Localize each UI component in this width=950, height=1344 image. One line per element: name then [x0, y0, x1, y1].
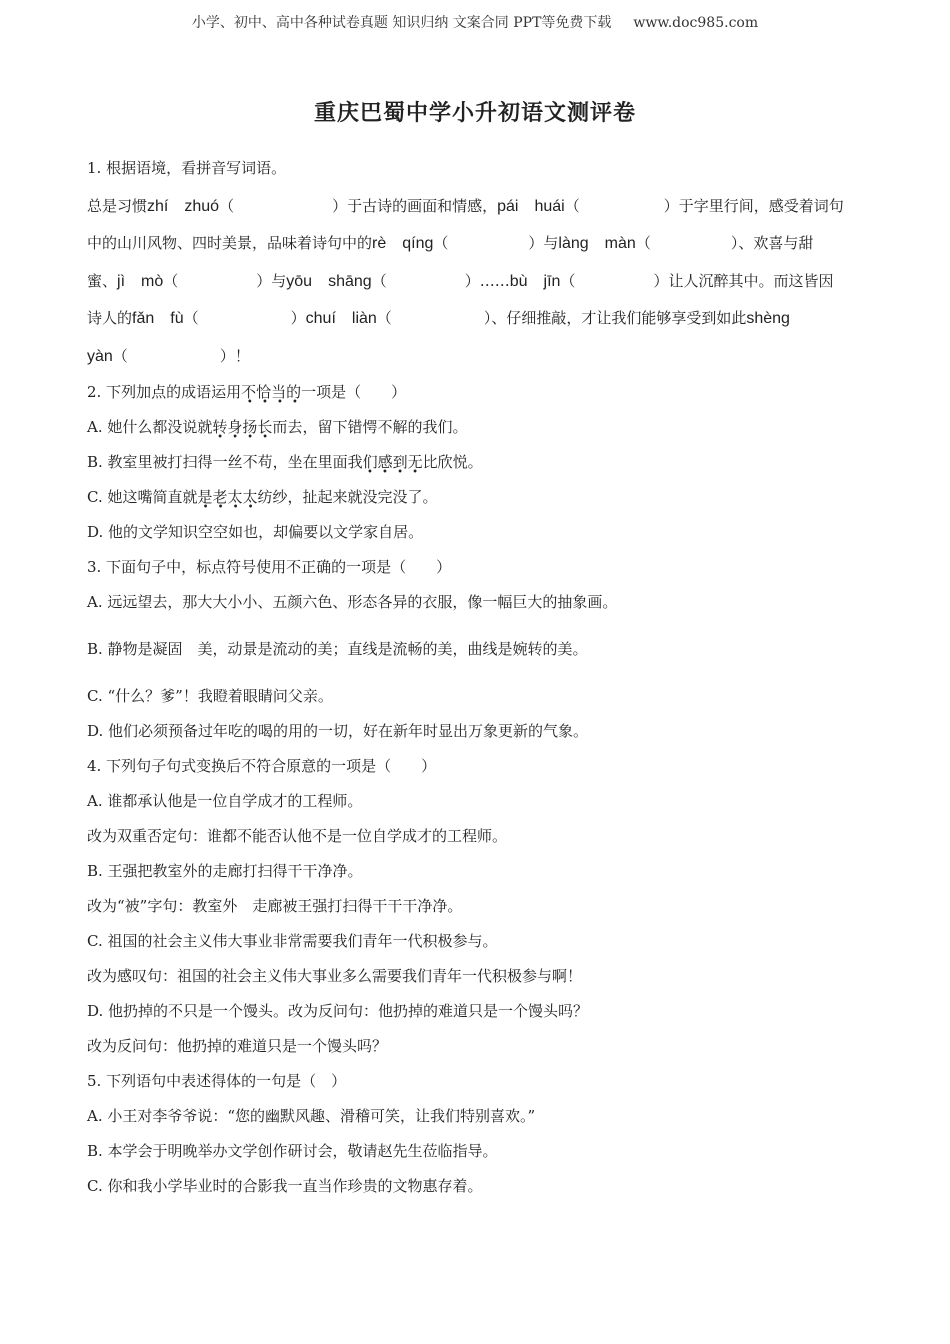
- pinyin: fǎn fù: [132, 310, 184, 327]
- option-d: D. 他扔掉的不只是一个馒头。改为反问句：他扔掉的难道只是一个馒头吗？: [87, 1002, 589, 1020]
- option-d: D. 他们必须预备过年吃的喝的用的一切，好在新年时显出万象更新的气象。: [87, 722, 589, 740]
- option-a: A. 她什么都没说就转身扬长而去，留下错愕不解的我们。: [87, 410, 867, 445]
- dotted-char: 苟: [257, 453, 273, 471]
- question-1: [87, 150, 867, 375]
- question-1-line-4: 诗人的fǎn fù（ ）chuí liàn（ ）、仔细推敲，才让我们能够享受到如此shèng: [87, 309, 790, 327]
- question-1-line-5: yàn（ ）！: [87, 346, 250, 365]
- pinyin: làng màn: [558, 235, 636, 252]
- dotted-char: 空: [198, 523, 214, 541]
- question-5-stem: 5. 下列语句中表述得体的一句是（ ）: [87, 1072, 347, 1090]
- dotted-char: 去: [287, 418, 303, 436]
- header-website: www.doc985.com: [633, 15, 759, 31]
- option-b: B. 静物是凝固 美，动景是流动的美；直线是流畅的美，曲线是婉转的美。: [87, 640, 588, 658]
- dotted-char: 如: [228, 523, 244, 541]
- option-b: B. 本学会于明晚举办文学创作研讨会，敬请赵先生莅临指导。: [87, 1142, 498, 1160]
- option-a: A. 远远望去，那大大小小、五颜六色、形态各异的衣服，像一幅巨大的抽象画。: [87, 593, 618, 611]
- dotted-char: 没: [392, 488, 408, 506]
- pinyin: zhí zhuó: [147, 197, 220, 215]
- option-a: A. 小王对李爷爷说：“您的幽默风趣、滑稽可笑，让我们特别喜欢。”: [87, 1107, 536, 1125]
- option-a-rewrite: 改为双重否定句：谁都不能否认他不是一位自学成才的工程师。: [87, 827, 508, 845]
- dotted-char: 了: [407, 488, 423, 506]
- header-slogan: 小学、初中、高中各种试卷真题 知识归纳 文案合同 PPT等免费下载: [191, 15, 612, 31]
- question-1-line-3: 蜜、jì mò（ ）与yōu shāng（ ）……bù jīn（ ）让人沉醉其中。而这皆因: [87, 271, 834, 290]
- option-b-rewrite: 改为“被”字句：教室外 走廊被王强打扫得干干干净净。: [87, 897, 463, 915]
- exam-content: [87, 150, 867, 1204]
- option-d: D. 他的文学知识空空如也，却偏要以文学家自居。: [87, 515, 867, 550]
- option-b: B. 教室里被打扫得一丝不苟，坐在里面我们感到无比欣悦。: [87, 445, 867, 480]
- pinyin: rè qíng: [372, 235, 434, 252]
- option-a: A. 谁都承认他是一位自学成才的工程师。: [87, 792, 363, 810]
- option-c: C. 你和我小学毕业时的合影我一直当作珍贵的文物惠存着。: [87, 1177, 483, 1195]
- pinyin: chuí liàn: [305, 310, 377, 327]
- option-d-rewrite: 改为反问句：他扔掉的难道只是一个馒头吗？: [87, 1037, 388, 1055]
- pinyin: shèng: [746, 310, 790, 327]
- option-c: C. “什么？爹”！我瞪着眼睛问父亲。: [87, 687, 333, 705]
- question-2: [87, 375, 867, 550]
- question-3: [87, 550, 867, 749]
- question-1-line-1: 总是习惯zhí zhuó（ ）于古诗的画面和情感，pái huái（ ）于字里行间，感受着词句: [87, 196, 844, 215]
- option-c-rewrite: 改为感叹句：祖国的社会主义伟大事业多么需要我们青年一代积极参与啊！: [87, 967, 583, 985]
- dotted-char: 完: [377, 488, 393, 506]
- question-4: [87, 749, 867, 1064]
- question-3-stem: 3. 下面句子中，标点符号使用不正确的一项是（ ）: [87, 558, 452, 576]
- question-1-line-2: 中的山川风物、四时美景，品味着诗句中的rè qíng（ ）与làng màn（ ）、欢喜与甜: [87, 234, 814, 252]
- dotted-char: 扬: [242, 418, 258, 436]
- pinyin: yàn: [87, 347, 113, 365]
- question-2-stem: 2. 下列加点的成语运用不恰当的一项是（ ）: [87, 383, 407, 401]
- option-c: C. 祖国的社会主义伟大事业非常需要我们青年一代积极参与。: [87, 932, 498, 950]
- pinyin: pái huái: [497, 197, 565, 215]
- dotted-char: 丝: [227, 453, 243, 471]
- exam-title: 重庆巴蜀中学小升初语文测评卷: [313, 100, 636, 126]
- pinyin: bù jīn: [509, 272, 561, 290]
- question-5: [87, 1064, 867, 1204]
- page-header: [0, 12, 950, 32]
- dotted-char: 一: [212, 453, 228, 471]
- option-b: B. 王强把教室外的走廊打扫得干干净净。: [87, 862, 363, 880]
- dotted-char: 也: [243, 523, 259, 541]
- option-c: C. 她这嘴简直就是老太太纺纱，扯起来就没完没了。: [87, 480, 867, 515]
- dotted-char: 而: [272, 418, 288, 436]
- dotted-char: 空: [213, 523, 229, 541]
- dotted-char: 没: [362, 488, 378, 506]
- dotted-char: 长: [257, 418, 273, 436]
- question-1-stem: 1. 根据语境，看拼音写词语。: [87, 159, 287, 177]
- pinyin: jì mò: [117, 272, 164, 290]
- pinyin: yōu shāng: [286, 272, 372, 290]
- question-4-stem: 4. 下列句子句式变换后不符合原意的一项是（ ）: [87, 757, 437, 775]
- dotted-char: 不: [242, 453, 258, 471]
